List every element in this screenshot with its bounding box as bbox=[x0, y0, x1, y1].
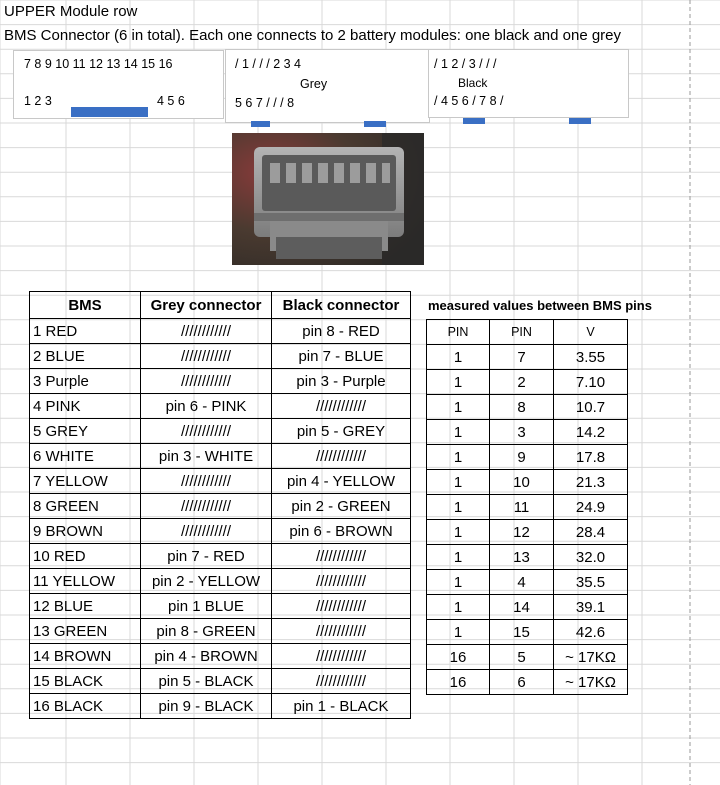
table-row bbox=[30, 619, 411, 644]
bms-connector-key bbox=[71, 107, 148, 117]
voltage-cell: 10.7 bbox=[554, 395, 628, 420]
voltage-cell: 7.10 bbox=[554, 370, 628, 395]
bms-wire-cell: 10 RED bbox=[30, 544, 141, 569]
pin-to-cell: 3 bbox=[490, 420, 554, 445]
measurements-table bbox=[426, 319, 628, 695]
table-row bbox=[427, 495, 628, 520]
grey-pin-cell: pin 4 - BROWN bbox=[141, 644, 272, 669]
table-row bbox=[30, 669, 411, 694]
black-pin-row-top: / 1 2 / 3 / / / bbox=[434, 57, 497, 71]
voltage-cell: 32.0 bbox=[554, 545, 628, 570]
pin-from-cell: 1 bbox=[427, 445, 490, 470]
bms-wire-cell: 3 Purple bbox=[30, 369, 141, 394]
bms-wire-cell: 8 GREEN bbox=[30, 494, 141, 519]
voltage-cell: ~ 17KΩ bbox=[554, 645, 628, 670]
pin-to-cell: 4 bbox=[490, 570, 554, 595]
black-connector-label: Black bbox=[458, 76, 488, 90]
bms-wire-cell: 4 PINK bbox=[30, 394, 141, 419]
pin-from-cell: 16 bbox=[427, 645, 490, 670]
header-pin-a: PIN bbox=[427, 320, 490, 345]
table-row bbox=[30, 694, 411, 719]
bms-wire-cell: 6 WHITE bbox=[30, 444, 141, 469]
black-pin-row-bottom: / 4 5 6 / 7 8 / bbox=[434, 94, 504, 108]
bms-wire-cell: 2 BLUE bbox=[30, 344, 141, 369]
connector-photo bbox=[232, 133, 424, 265]
bms-wire-cell: 11 YELLOW bbox=[30, 569, 141, 594]
pin-from-cell: 1 bbox=[427, 345, 490, 370]
grey-pin-row-top: / 1 / / / 2 3 4 bbox=[235, 57, 302, 71]
pin-to-cell: 10 bbox=[490, 470, 554, 495]
grey-pin-cell: pin 7 - RED bbox=[141, 544, 272, 569]
bms-wire-cell: 1 RED bbox=[30, 319, 141, 344]
grey-pin-cell: pin 9 - BLACK bbox=[141, 694, 272, 719]
table-row bbox=[30, 369, 411, 394]
black-pin-cell: pin 5 - GREY bbox=[272, 419, 411, 444]
bms-pin-row-top: 7 8 9 10 11 12 13 14 15 16 bbox=[24, 57, 173, 71]
black-pin-cell: pin 1 - BLACK bbox=[272, 694, 411, 719]
table-row bbox=[30, 444, 411, 469]
table-row bbox=[427, 395, 628, 420]
table-row bbox=[30, 544, 411, 569]
pin-from-cell: 16 bbox=[427, 670, 490, 695]
table-row bbox=[30, 519, 411, 544]
bms-pin-row-bottom-left: 1 2 3 bbox=[24, 94, 52, 108]
voltage-cell: 21.3 bbox=[554, 470, 628, 495]
pin-to-cell: 12 bbox=[490, 520, 554, 545]
pin-from-cell: 1 bbox=[427, 395, 490, 420]
table-row bbox=[427, 420, 628, 445]
pin-from-cell: 1 bbox=[427, 595, 490, 620]
sheet-title: UPPER Module row bbox=[4, 3, 138, 20]
pin-from-cell: 1 bbox=[427, 420, 490, 445]
header-grey-connector: Grey connector bbox=[141, 292, 272, 319]
grey-pin-cell: //////////// bbox=[141, 344, 272, 369]
table-row bbox=[30, 494, 411, 519]
pin-to-cell: 5 bbox=[490, 645, 554, 670]
header-pin-b: PIN bbox=[490, 320, 554, 345]
voltage-cell: 39.1 bbox=[554, 595, 628, 620]
grey-pin-cell: pin 1 BLUE bbox=[141, 594, 272, 619]
black-pin-cell: pin 7 - BLUE bbox=[272, 344, 411, 369]
table-row bbox=[30, 594, 411, 619]
pin-to-cell: 6 bbox=[490, 670, 554, 695]
voltage-cell: 17.8 bbox=[554, 445, 628, 470]
pin-to-cell: 8 bbox=[490, 395, 554, 420]
voltage-cell: 35.5 bbox=[554, 570, 628, 595]
bms-wire-cell: 9 BROWN bbox=[30, 519, 141, 544]
black-pin-cell: //////////// bbox=[272, 669, 411, 694]
table-row bbox=[30, 319, 411, 344]
header-black-connector: Black connector bbox=[272, 292, 411, 319]
sheet-subtitle: BMS Connector (6 in total). Each one connects to 2 battery modules: one black and one grey bbox=[4, 27, 622, 44]
bms-wire-cell: 12 BLUE bbox=[30, 594, 141, 619]
voltage-cell: 42.6 bbox=[554, 620, 628, 645]
table-row bbox=[427, 445, 628, 470]
black-pin-cell: //////////// bbox=[272, 444, 411, 469]
table-row bbox=[30, 394, 411, 419]
pin-from-cell: 1 bbox=[427, 470, 490, 495]
black-pin-cell: pin 8 - RED bbox=[272, 319, 411, 344]
black-pin-cell: //////////// bbox=[272, 619, 411, 644]
bms-wire-cell: 14 BROWN bbox=[30, 644, 141, 669]
grey-pin-cell: pin 2 - YELLOW bbox=[141, 569, 272, 594]
black-pin-cell: pin 3 - Purple bbox=[272, 369, 411, 394]
pin-to-cell: 14 bbox=[490, 595, 554, 620]
table-row bbox=[427, 370, 628, 395]
black-pin-cell: //////////// bbox=[272, 394, 411, 419]
pin-to-cell: 11 bbox=[490, 495, 554, 520]
grey-pin-cell: //////////// bbox=[141, 319, 272, 344]
bms-mapping-table bbox=[29, 291, 411, 719]
table-row bbox=[427, 345, 628, 370]
grey-pin-cell: //////////// bbox=[141, 494, 272, 519]
table-row bbox=[427, 570, 628, 595]
pin-from-cell: 1 bbox=[427, 570, 490, 595]
bms-wire-cell: 5 GREY bbox=[30, 419, 141, 444]
table-row bbox=[427, 595, 628, 620]
black-connector-pinout bbox=[428, 49, 629, 118]
black-pin-cell: pin 4 - YELLOW bbox=[272, 469, 411, 494]
grey-connector-label: Grey bbox=[300, 77, 328, 91]
black-pin-cell: //////////// bbox=[272, 594, 411, 619]
header-bms: BMS bbox=[30, 292, 141, 319]
table-row bbox=[427, 545, 628, 570]
bms-wire-cell: 7 YELLOW bbox=[30, 469, 141, 494]
table-row bbox=[30, 344, 411, 369]
black-pin-cell: pin 2 - GREEN bbox=[272, 494, 411, 519]
pin-to-cell: 2 bbox=[490, 370, 554, 395]
table-row bbox=[427, 645, 628, 670]
grey-pin-cell: pin 3 - WHITE bbox=[141, 444, 272, 469]
table-row bbox=[427, 520, 628, 545]
pin-to-cell: 13 bbox=[490, 545, 554, 570]
pin-from-cell: 1 bbox=[427, 620, 490, 645]
voltage-cell: 28.4 bbox=[554, 520, 628, 545]
pin-to-cell: 9 bbox=[490, 445, 554, 470]
table-row bbox=[30, 419, 411, 444]
table-header-row bbox=[427, 320, 628, 345]
voltage-cell: ~ 17KΩ bbox=[554, 670, 628, 695]
grey-connector-key-right bbox=[364, 121, 386, 127]
table-header-row bbox=[30, 292, 411, 319]
grey-connector-pinout bbox=[225, 49, 430, 123]
bms-wire-cell: 13 GREEN bbox=[30, 619, 141, 644]
grey-pin-cell: //////////// bbox=[141, 369, 272, 394]
bms-pin-row-bottom-right: 4 5 6 bbox=[157, 94, 185, 108]
pin-to-cell: 7 bbox=[490, 345, 554, 370]
bms-wire-cell: 16 BLACK bbox=[30, 694, 141, 719]
grey-pin-cell: pin 8 - GREEN bbox=[141, 619, 272, 644]
grey-pin-cell: pin 6 - PINK bbox=[141, 394, 272, 419]
grey-pin-cell: //////////// bbox=[141, 519, 272, 544]
pin-to-cell: 15 bbox=[490, 620, 554, 645]
pin-from-cell: 1 bbox=[427, 370, 490, 395]
black-pin-cell: //////////// bbox=[272, 644, 411, 669]
grey-connector-key-left bbox=[251, 121, 270, 127]
black-pin-cell: pin 6 - BROWN bbox=[272, 519, 411, 544]
voltage-cell: 24.9 bbox=[554, 495, 628, 520]
table-row bbox=[30, 644, 411, 669]
grey-pin-row-bottom: 5 6 7 / / / 8 bbox=[235, 96, 295, 110]
bms-wire-cell: 15 BLACK bbox=[30, 669, 141, 694]
pin-from-cell: 1 bbox=[427, 520, 490, 545]
pin-from-cell: 1 bbox=[427, 495, 490, 520]
voltage-cell: 3.55 bbox=[554, 345, 628, 370]
black-pin-cell: //////////// bbox=[272, 569, 411, 594]
table-row bbox=[427, 470, 628, 495]
black-connector-key-right bbox=[569, 118, 591, 124]
table-row bbox=[427, 670, 628, 695]
black-pin-cell: //////////// bbox=[272, 544, 411, 569]
voltage-cell: 14.2 bbox=[554, 420, 628, 445]
grey-pin-cell: //////////// bbox=[141, 419, 272, 444]
header-voltage: V bbox=[554, 320, 628, 345]
grey-pin-cell: //////////// bbox=[141, 469, 272, 494]
pin-from-cell: 1 bbox=[427, 545, 490, 570]
black-connector-key-left bbox=[463, 118, 485, 124]
table-row bbox=[30, 469, 411, 494]
table-row bbox=[427, 620, 628, 645]
measurements-title: measured values between BMS pins bbox=[428, 298, 652, 313]
table-row bbox=[30, 569, 411, 594]
grey-pin-cell: pin 5 - BLACK bbox=[141, 669, 272, 694]
